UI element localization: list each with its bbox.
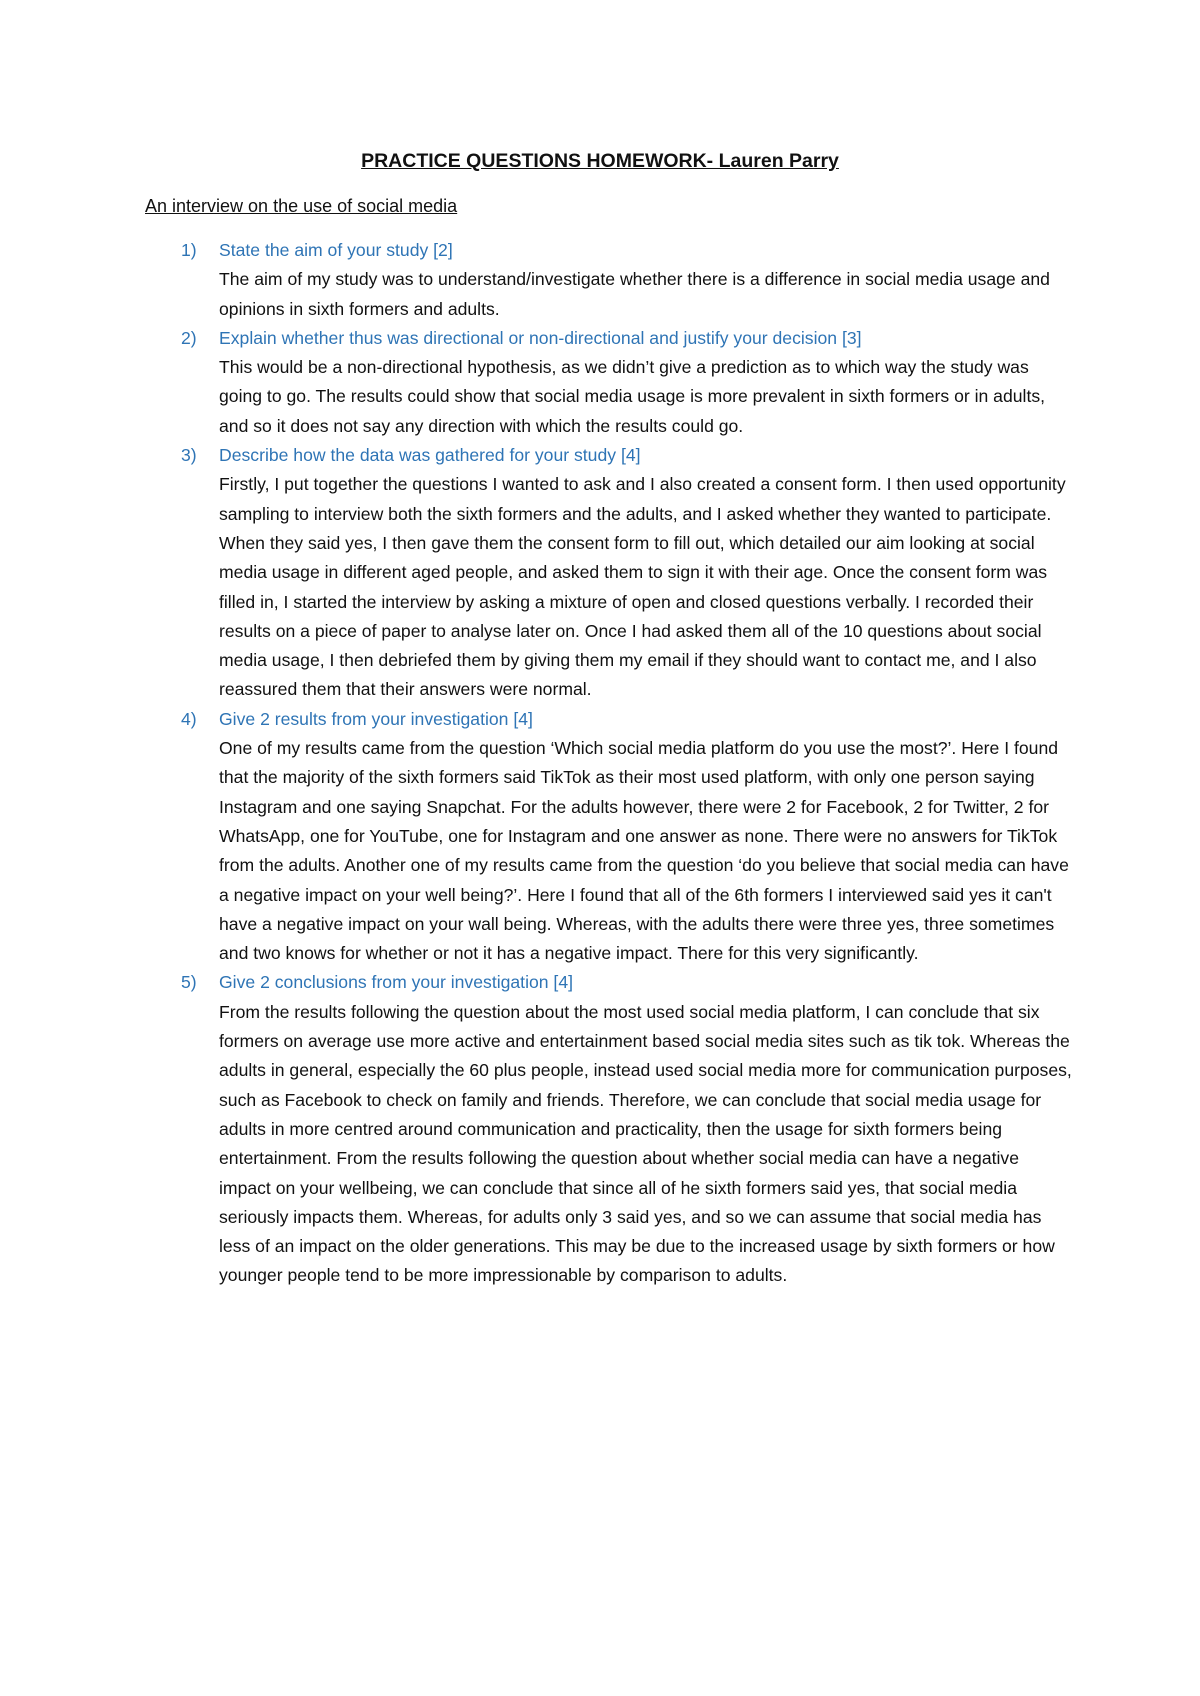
answer-text: This would be a non-directional hypothesis, as we didn’t give a prediction as to which way the study was going to go. The results could show that social media usage is more prevalent in sixth formers or in adults, and so it does not say any direction with which the results could go. — [219, 357, 1046, 436]
question-number: 1) — [181, 240, 197, 260]
question-text: Explain whether thus was directional or non-directional and justify your decision [3] — [219, 327, 862, 348]
answer-text: One of my results came from the question ‘Which social media platform do you use the most?’. Here I found that the majority of the sixth formers said TikTok as their most used platform, with only one person saying Instagram and one saying Snapchat. For the adults however, there were 2 for Facebook, 2 for Twitter, 2 for WhatsApp, one for YouTube, one for Instagram and one answer as none. There were no answers for TikTok from the adults. Another one of my results came from the question ‘do you believe that social media can have a negative impact on your well being?’. Here I found that all of the 6th formers I interviewed said yes it can't have a negative impact on your wall being. Whereas, with the adults there were three yes, three sometimes and two knows for whether or not it has a negative impact. There for this very significantly. — [219, 738, 1069, 964]
question-text: State the aim of your study [2] — [219, 240, 453, 260]
answer-text: Firstly, I put together the questions I wanted to ask and I also created a consent form. I then used opportunity sampling to interview both the sixth formers and the adults, and I asked whether they wanted to participate. When they said yes, I then gave them the consent form to fill out, which detailed our aim looking at social media usage in different aged people, and asked them to sign it with their age. Once the consent form was filled in, I started the interview by asking a mixture of open and closed questions verbally. I recorded their results on a piece of paper to analyse later on. Once I had asked them all of the 10 questions about social media usage, I then debriefed them by giving them my email if they should want to contact me, and I also reassured them that their answers were normal. — [219, 474, 1066, 700]
question-item-5 — [145, 968, 1075, 1290]
question-item-4 — [145, 705, 1075, 969]
question-item-2 — [145, 324, 1075, 441]
answer-text: From the results following the question about the most used social media platform, I can conclude that six formers on average use more active and entertainment based social media sites such as tik tok. Whereas the adults in general, especially the 60 plus people, instead used social media more for communication purposes, such as Facebook to check on family and friends. Therefore, we can conclude that social media usage for adults in more centred around communication and practicality, then the usage for sixth formers being entertainment. From the results following the question about whether social media can have a negative impact on your wellbeing, we can conclude that since all of he sixth formers said yes, that social media seriously impacts them. Whereas, for adults only 3 said yes, and so we can assume that social media has less of an impact on the older generations. This may be due to the increased usage by sixth formers or how younger people tend to be more impressionable by comparison to adults. — [219, 1001, 1072, 1286]
question-text: Describe how the data was gathered for your study [4] — [219, 445, 641, 466]
question-number: 5) — [181, 972, 197, 993]
question-list — [145, 236, 1075, 1291]
answer-text: The aim of my study was to understand/investigate whether there is a difference in social media usage and opinions in sixth formers and adults. — [219, 269, 1050, 319]
document-title: PRACTICE QUESTIONS HOMEWORK- Lauren Parry — [361, 150, 839, 172]
document-subtitle: An interview on the use of social media — [145, 196, 458, 216]
question-item-1 — [145, 236, 1075, 324]
question-number: 4) — [181, 708, 197, 729]
question-item-3 — [145, 441, 1075, 705]
question-text: Give 2 conclusions from your investigation [4] — [219, 972, 573, 993]
question-number: 3) — [181, 445, 197, 466]
question-text: Give 2 results from your investigation [4] — [219, 708, 533, 729]
question-number: 2) — [181, 327, 197, 348]
